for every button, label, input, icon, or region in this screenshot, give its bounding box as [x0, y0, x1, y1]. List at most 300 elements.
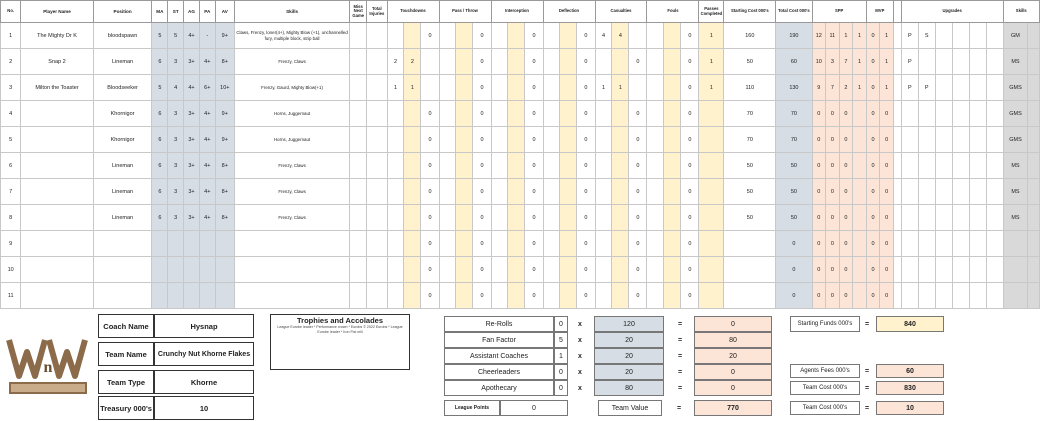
- team-cost-label: Team Cost 000's: [790, 381, 860, 395]
- stat-pass-a[interactable]: [439, 205, 456, 231]
- player-position[interactable]: Khornigor: [93, 101, 152, 127]
- stat-pass-a[interactable]: [439, 283, 456, 309]
- miss-next-game[interactable]: [350, 23, 367, 49]
- stat-cas-a[interactable]: [595, 49, 612, 75]
- niggling-injury[interactable]: [367, 101, 387, 127]
- upgrade-1[interactable]: [918, 283, 935, 309]
- upgrade-1[interactable]: [918, 231, 935, 257]
- upgrade-5[interactable]: [986, 283, 1003, 309]
- upgrade-0[interactable]: [901, 205, 918, 231]
- miss-next-game[interactable]: [350, 231, 367, 257]
- upgrade-5[interactable]: [986, 257, 1003, 283]
- stat-defl-a[interactable]: [543, 231, 560, 257]
- stat-foul-a[interactable]: [647, 283, 664, 309]
- mvp-4: 0: [866, 257, 880, 283]
- stat-cas-b[interactable]: [612, 283, 629, 309]
- player-name[interactable]: [21, 231, 93, 257]
- passes-completed[interactable]: [699, 283, 724, 309]
- niggling-injury[interactable]: [367, 257, 387, 283]
- player-position[interactable]: Lineman: [93, 205, 152, 231]
- upgrade-2[interactable]: [935, 49, 952, 75]
- stat-defl-a[interactable]: [543, 205, 560, 231]
- niggling-injury[interactable]: [367, 127, 387, 153]
- stat-td-b[interactable]: [404, 231, 421, 257]
- stat-cas-b[interactable]: [612, 49, 629, 75]
- player-skills[interactable]: Horns, Juggernaut: [234, 127, 349, 153]
- miss-next-game[interactable]: [350, 153, 367, 179]
- upgrade-1[interactable]: P: [918, 75, 935, 101]
- player-position[interactable]: Bloodseeker: [93, 75, 152, 101]
- niggling-injury[interactable]: [367, 283, 387, 309]
- upgrade-2[interactable]: [935, 205, 952, 231]
- miss-next-game[interactable]: [350, 49, 367, 75]
- stat-pass-b[interactable]: [456, 153, 473, 179]
- stat-int-b[interactable]: [508, 231, 525, 257]
- upgrade-2[interactable]: [935, 179, 952, 205]
- stat-int-b[interactable]: [508, 127, 525, 153]
- stat-int-a[interactable]: [491, 23, 508, 49]
- upgrade-5[interactable]: [986, 231, 1003, 257]
- stat-foul-b[interactable]: [664, 75, 681, 101]
- player-skills[interactable]: Frenzy, Claws: [234, 179, 349, 205]
- team-cost-value: 830: [876, 381, 944, 395]
- upgrade-0[interactable]: [901, 231, 918, 257]
- passes-completed[interactable]: [699, 179, 724, 205]
- stat-pass-b[interactable]: [456, 75, 473, 101]
- stat-cas-a[interactable]: [595, 101, 612, 127]
- upgrade-4[interactable]: [969, 283, 986, 309]
- stat-defl-b[interactable]: [560, 153, 577, 179]
- stat-foul-a[interactable]: [647, 101, 664, 127]
- stat-pass-a[interactable]: [439, 127, 456, 153]
- stat-int-total: 0: [525, 205, 543, 231]
- stat-pass-b[interactable]: [456, 283, 473, 309]
- stat-int-a[interactable]: [491, 257, 508, 283]
- upgrade-3[interactable]: [952, 179, 969, 205]
- col-mvp: MVP: [866, 1, 893, 23]
- upgrade-5[interactable]: [986, 23, 1003, 49]
- starting-funds-value[interactable]: 840: [876, 316, 944, 332]
- player-name[interactable]: [21, 283, 93, 309]
- stat-defl-b[interactable]: [560, 23, 577, 49]
- col-foul: Fouls: [647, 1, 699, 23]
- stat-pass-b[interactable]: [456, 127, 473, 153]
- col-name: Player Name: [21, 1, 93, 23]
- stat-td-a[interactable]: [387, 23, 404, 49]
- stat-defl-b[interactable]: [560, 179, 577, 205]
- miss-next-game[interactable]: [350, 257, 367, 283]
- upgrade-2[interactable]: [935, 75, 952, 101]
- upgrade-4[interactable]: [969, 23, 986, 49]
- player-name[interactable]: [21, 101, 93, 127]
- upgrade-5[interactable]: [986, 101, 1003, 127]
- passes-completed[interactable]: [699, 205, 724, 231]
- stat-foul-a[interactable]: [647, 23, 664, 49]
- niggling-injury[interactable]: [367, 49, 387, 75]
- team-name-value[interactable]: Crunchy Nut Khorne Flakes: [154, 342, 254, 366]
- upgrade-3[interactable]: [952, 23, 969, 49]
- stat-cas-b[interactable]: [612, 127, 629, 153]
- passes-completed[interactable]: [699, 231, 724, 257]
- cost-qty[interactable]: 0: [554, 316, 568, 332]
- stat-defl-a[interactable]: [543, 179, 560, 205]
- player-name[interactable]: [21, 127, 93, 153]
- upgrade-1[interactable]: [918, 49, 935, 75]
- upgrade-4[interactable]: [969, 153, 986, 179]
- passes-completed[interactable]: 1: [699, 75, 724, 101]
- stat-foul-b[interactable]: [664, 283, 681, 309]
- upgrade-3[interactable]: [952, 283, 969, 309]
- stat-cas-a[interactable]: [595, 127, 612, 153]
- upgrade-4[interactable]: [969, 179, 986, 205]
- upgrade-2[interactable]: [935, 231, 952, 257]
- stat-cas-a[interactable]: [595, 231, 612, 257]
- stat-td-a[interactable]: [387, 179, 404, 205]
- upgrade-3[interactable]: [952, 75, 969, 101]
- stat-td-b[interactable]: 2: [404, 49, 421, 75]
- stat-defl-a[interactable]: [543, 75, 560, 101]
- stat-int-b[interactable]: [508, 75, 525, 101]
- stat-td-a[interactable]: [387, 153, 404, 179]
- miss-next-game[interactable]: [350, 127, 367, 153]
- treasury-value[interactable]: 10: [154, 396, 254, 420]
- stat-cas-b[interactable]: [612, 205, 629, 231]
- stat-cas-b[interactable]: [612, 231, 629, 257]
- player-name[interactable]: [21, 205, 93, 231]
- miss-next-game[interactable]: [350, 75, 367, 101]
- player-skills[interactable]: Claws, Frenzy, loner(4+), Mighty Blow (+1), unchannelled fury, multiple block, strip ball: [234, 23, 349, 49]
- stat-foul-b[interactable]: [664, 49, 681, 75]
- stat-td-b[interactable]: [404, 127, 421, 153]
- upgrade-0[interactable]: P: [901, 75, 918, 101]
- stat-td-total: 0: [421, 231, 439, 257]
- team-type-value[interactable]: Khorne: [154, 370, 254, 394]
- player-skills[interactable]: Frenzy, Claws: [234, 205, 349, 231]
- stat-cas-a[interactable]: [595, 153, 612, 179]
- upgrade-3[interactable]: [952, 101, 969, 127]
- stat-cas-total: 0: [629, 153, 647, 179]
- stat-cas-b[interactable]: [612, 257, 629, 283]
- stat-td-b[interactable]: [404, 179, 421, 205]
- stat-td-a[interactable]: [387, 231, 404, 257]
- stat-td-a[interactable]: [387, 205, 404, 231]
- upgrade-1[interactable]: [918, 127, 935, 153]
- stat-foul-a[interactable]: [647, 153, 664, 179]
- stat-td-b[interactable]: [404, 283, 421, 309]
- upgrade-2[interactable]: [935, 23, 952, 49]
- niggling-injury[interactable]: [367, 23, 387, 49]
- upgrade-5[interactable]: [986, 127, 1003, 153]
- stat-td-b[interactable]: [404, 101, 421, 127]
- player-skills[interactable]: Horns, Juggernaut: [234, 101, 349, 127]
- stat-int-a[interactable]: [491, 49, 508, 75]
- stat-pass-b[interactable]: [456, 205, 473, 231]
- starting-cost: [724, 257, 776, 283]
- upgrade-5[interactable]: [986, 75, 1003, 101]
- stat-pa: [199, 257, 215, 283]
- player-skills[interactable]: Frenzy, Claws: [234, 153, 349, 179]
- stat-td-b[interactable]: 1: [404, 75, 421, 101]
- upgrade-1[interactable]: [918, 257, 935, 283]
- stat-defl-b[interactable]: [560, 101, 577, 127]
- stat-foul-b[interactable]: [664, 101, 681, 127]
- skill-access: [1003, 283, 1028, 309]
- stat-foul-b[interactable]: [664, 179, 681, 205]
- upgrade-5[interactable]: [986, 153, 1003, 179]
- spp-3: [853, 179, 867, 205]
- upgrade-0[interactable]: [901, 283, 918, 309]
- upgrade-1[interactable]: [918, 205, 935, 231]
- stat-foul-b[interactable]: [664, 205, 681, 231]
- player-position[interactable]: Khornigor: [93, 127, 152, 153]
- stat-foul-a[interactable]: [647, 179, 664, 205]
- upgrade-4[interactable]: [969, 257, 986, 283]
- player-position[interactable]: [93, 231, 152, 257]
- stat-foul-a[interactable]: [647, 75, 664, 101]
- passes-completed[interactable]: [699, 101, 724, 127]
- player-position[interactable]: Lineman: [93, 49, 152, 75]
- passes-completed[interactable]: [699, 153, 724, 179]
- passes-completed[interactable]: 1: [699, 49, 724, 75]
- stat-cas-b[interactable]: 4: [612, 23, 629, 49]
- player-name[interactable]: [21, 153, 93, 179]
- niggling-injury[interactable]: [367, 179, 387, 205]
- stat-foul-b[interactable]: [664, 23, 681, 49]
- spp-0: 0: [812, 257, 826, 283]
- stat-defl-a[interactable]: [543, 49, 560, 75]
- stat-defl-a[interactable]: [543, 23, 560, 49]
- player-skills[interactable]: [234, 257, 349, 283]
- stat-int-b[interactable]: [508, 49, 525, 75]
- miss-next-game[interactable]: [350, 283, 367, 309]
- stat-pass-a[interactable]: [439, 153, 456, 179]
- upgrade-0[interactable]: [901, 179, 918, 205]
- stat-td-a[interactable]: 1: [387, 75, 404, 101]
- player-name[interactable]: [21, 257, 93, 283]
- upgrade-4[interactable]: [969, 75, 986, 101]
- niggling-injury[interactable]: [367, 153, 387, 179]
- stat-cas-b[interactable]: [612, 153, 629, 179]
- upgrade-0[interactable]: P: [901, 49, 918, 75]
- stat-pass-b[interactable]: [456, 49, 473, 75]
- upgrade-3[interactable]: [952, 205, 969, 231]
- passes-completed[interactable]: 1: [699, 23, 724, 49]
- upgrade-0[interactable]: P: [901, 23, 918, 49]
- stat-int-b[interactable]: [508, 179, 525, 205]
- cost-qty[interactable]: 1: [554, 348, 568, 364]
- stat-ag: 3+: [184, 49, 200, 75]
- upgrade-2[interactable]: [935, 101, 952, 127]
- upgrade-3[interactable]: [952, 231, 969, 257]
- stat-pass-a[interactable]: [439, 23, 456, 49]
- stat-int-a[interactable]: [491, 75, 508, 101]
- stat-cas-b[interactable]: 1: [612, 75, 629, 101]
- mvp-5: 1: [880, 49, 894, 75]
- player-position[interactable]: bloodspawn: [93, 23, 152, 49]
- player-skills[interactable]: [234, 283, 349, 309]
- upgrade-0[interactable]: [901, 257, 918, 283]
- niggling-injury[interactable]: [367, 75, 387, 101]
- upgrade-5[interactable]: [986, 179, 1003, 205]
- stat-td-a[interactable]: [387, 257, 404, 283]
- agents-fees-label: Agents Fees 000's: [790, 364, 860, 378]
- stat-int-b[interactable]: [508, 283, 525, 309]
- player-name[interactable]: Milton the Toaster: [21, 75, 93, 101]
- stat-td-b[interactable]: [404, 205, 421, 231]
- stat-foul-a[interactable]: [647, 127, 664, 153]
- upgrade-1[interactable]: S: [918, 23, 935, 49]
- miss-next-game[interactable]: [350, 205, 367, 231]
- stat-defl-b[interactable]: [560, 283, 577, 309]
- stat-defl-a[interactable]: [543, 153, 560, 179]
- cost-qty[interactable]: 5: [554, 332, 568, 348]
- player-skills[interactable]: Frenzy, Gaurd, Mighty Blow(+1): [234, 75, 349, 101]
- stat-cas-a[interactable]: [595, 205, 612, 231]
- stat-int-a[interactable]: [491, 101, 508, 127]
- miss-next-game[interactable]: [350, 101, 367, 127]
- stat-int-b[interactable]: [508, 101, 525, 127]
- upgrade-3[interactable]: [952, 49, 969, 75]
- upgrade-3[interactable]: [952, 153, 969, 179]
- stat-cas-a[interactable]: [595, 283, 612, 309]
- stat-int-a[interactable]: [491, 283, 508, 309]
- stat-pass-a[interactable]: [439, 101, 456, 127]
- upgrade-4[interactable]: [969, 231, 986, 257]
- stat-td-a[interactable]: [387, 101, 404, 127]
- stat-pass-a[interactable]: [439, 231, 456, 257]
- upgrade-2[interactable]: [935, 153, 952, 179]
- stat-foul-b[interactable]: [664, 153, 681, 179]
- stat-defl-a[interactable]: [543, 283, 560, 309]
- stat-td-b[interactable]: [404, 153, 421, 179]
- upgrade-0[interactable]: [901, 153, 918, 179]
- stat-td-a[interactable]: 2: [387, 49, 404, 75]
- stat-pass-b[interactable]: [456, 257, 473, 283]
- stat-pass-b[interactable]: [456, 179, 473, 205]
- stat-td-a[interactable]: [387, 283, 404, 309]
- stat-defl-b[interactable]: [560, 257, 577, 283]
- upgrade-2[interactable]: [935, 127, 952, 153]
- stat-ma: 5: [152, 23, 168, 49]
- spp-2: 0: [839, 205, 853, 231]
- player-name[interactable]: Snap 2: [21, 49, 93, 75]
- starting-cost: 110: [724, 75, 776, 101]
- stat-pass-a[interactable]: [439, 75, 456, 101]
- stat-foul-b[interactable]: [664, 127, 681, 153]
- upgrade-2[interactable]: [935, 283, 952, 309]
- stat-cas-a[interactable]: 4: [595, 23, 612, 49]
- player-name[interactable]: [21, 179, 93, 205]
- stat-int-b[interactable]: [508, 257, 525, 283]
- skill-access-sec: [1028, 127, 1040, 153]
- passes-completed[interactable]: [699, 127, 724, 153]
- upgrade-4[interactable]: [969, 49, 986, 75]
- stat-int-a[interactable]: [491, 153, 508, 179]
- stat-foul-a[interactable]: [647, 49, 664, 75]
- upgrade-1[interactable]: [918, 179, 935, 205]
- cost-qty[interactable]: 0: [554, 380, 568, 396]
- stat-defl-b[interactable]: [560, 205, 577, 231]
- stat-foul-a[interactable]: [647, 205, 664, 231]
- upgrade-4[interactable]: [969, 205, 986, 231]
- player-skills[interactable]: Frenzy, Claws: [234, 49, 349, 75]
- stat-int-b[interactable]: [508, 205, 525, 231]
- stat-defl-a[interactable]: [543, 127, 560, 153]
- stat-defl-total: 0: [577, 205, 595, 231]
- stat-pass-a[interactable]: [439, 179, 456, 205]
- spp-3: [853, 257, 867, 283]
- player-position[interactable]: [93, 283, 152, 309]
- stat-foul-b[interactable]: [664, 257, 681, 283]
- stat-foul-b[interactable]: [664, 231, 681, 257]
- upgrade-4[interactable]: [969, 127, 986, 153]
- stat-ma: [152, 283, 168, 309]
- stat-int-b[interactable]: [508, 23, 525, 49]
- passes-completed[interactable]: [699, 257, 724, 283]
- stat-pass-a[interactable]: [439, 257, 456, 283]
- player-position[interactable]: Lineman: [93, 179, 152, 205]
- upgrade-1[interactable]: [918, 153, 935, 179]
- niggling-injury[interactable]: [367, 205, 387, 231]
- stat-cas-a[interactable]: [595, 257, 612, 283]
- stat-cas-b[interactable]: [612, 179, 629, 205]
- stat-defl-a[interactable]: [543, 101, 560, 127]
- stat-defl-a[interactable]: [543, 257, 560, 283]
- upgrade-5[interactable]: [986, 49, 1003, 75]
- stat-td-a[interactable]: [387, 127, 404, 153]
- player-skills[interactable]: [234, 231, 349, 257]
- stat-td-b[interactable]: [404, 257, 421, 283]
- stat-int-a[interactable]: [491, 179, 508, 205]
- upgrade-5[interactable]: [986, 205, 1003, 231]
- upgrade-3[interactable]: [952, 257, 969, 283]
- upgrade-0[interactable]: [901, 127, 918, 153]
- upgrade-2[interactable]: [935, 257, 952, 283]
- stat-int-a[interactable]: [491, 205, 508, 231]
- stat-foul-a[interactable]: [647, 231, 664, 257]
- stat-pass-b[interactable]: [456, 101, 473, 127]
- stat-int-a[interactable]: [491, 127, 508, 153]
- upgrade-4[interactable]: [969, 101, 986, 127]
- stat-defl-b[interactable]: [560, 231, 577, 257]
- stat-cas-b[interactable]: [612, 101, 629, 127]
- cost-qty[interactable]: 0: [554, 364, 568, 380]
- league-points-label: League Points: [444, 400, 500, 416]
- miss-next-game[interactable]: [350, 179, 367, 205]
- coach-name-value[interactable]: Hysnap: [154, 314, 254, 338]
- stat-int-a[interactable]: [491, 231, 508, 257]
- upgrade-3[interactable]: [952, 127, 969, 153]
- niggling-injury[interactable]: [367, 231, 387, 257]
- stat-pass-a[interactable]: [439, 49, 456, 75]
- stat-foul-a[interactable]: [647, 257, 664, 283]
- stat-defl-b[interactable]: [560, 127, 577, 153]
- stat-pass-b[interactable]: [456, 23, 473, 49]
- player-name[interactable]: The Mighty Dr K: [21, 23, 93, 49]
- player-position[interactable]: [93, 257, 152, 283]
- stat-int-b[interactable]: [508, 153, 525, 179]
- stat-defl-b[interactable]: [560, 75, 577, 101]
- stat-defl-b[interactable]: [560, 49, 577, 75]
- stat-cas-a[interactable]: [595, 179, 612, 205]
- upgrade-1[interactable]: [918, 101, 935, 127]
- player-position[interactable]: Lineman: [93, 153, 152, 179]
- stat-td-b[interactable]: [404, 23, 421, 49]
- league-points-value[interactable]: 0: [500, 400, 568, 416]
- stat-cas-a[interactable]: 1: [595, 75, 612, 101]
- upgrade-0[interactable]: [901, 101, 918, 127]
- stat-pass-b[interactable]: [456, 231, 473, 257]
